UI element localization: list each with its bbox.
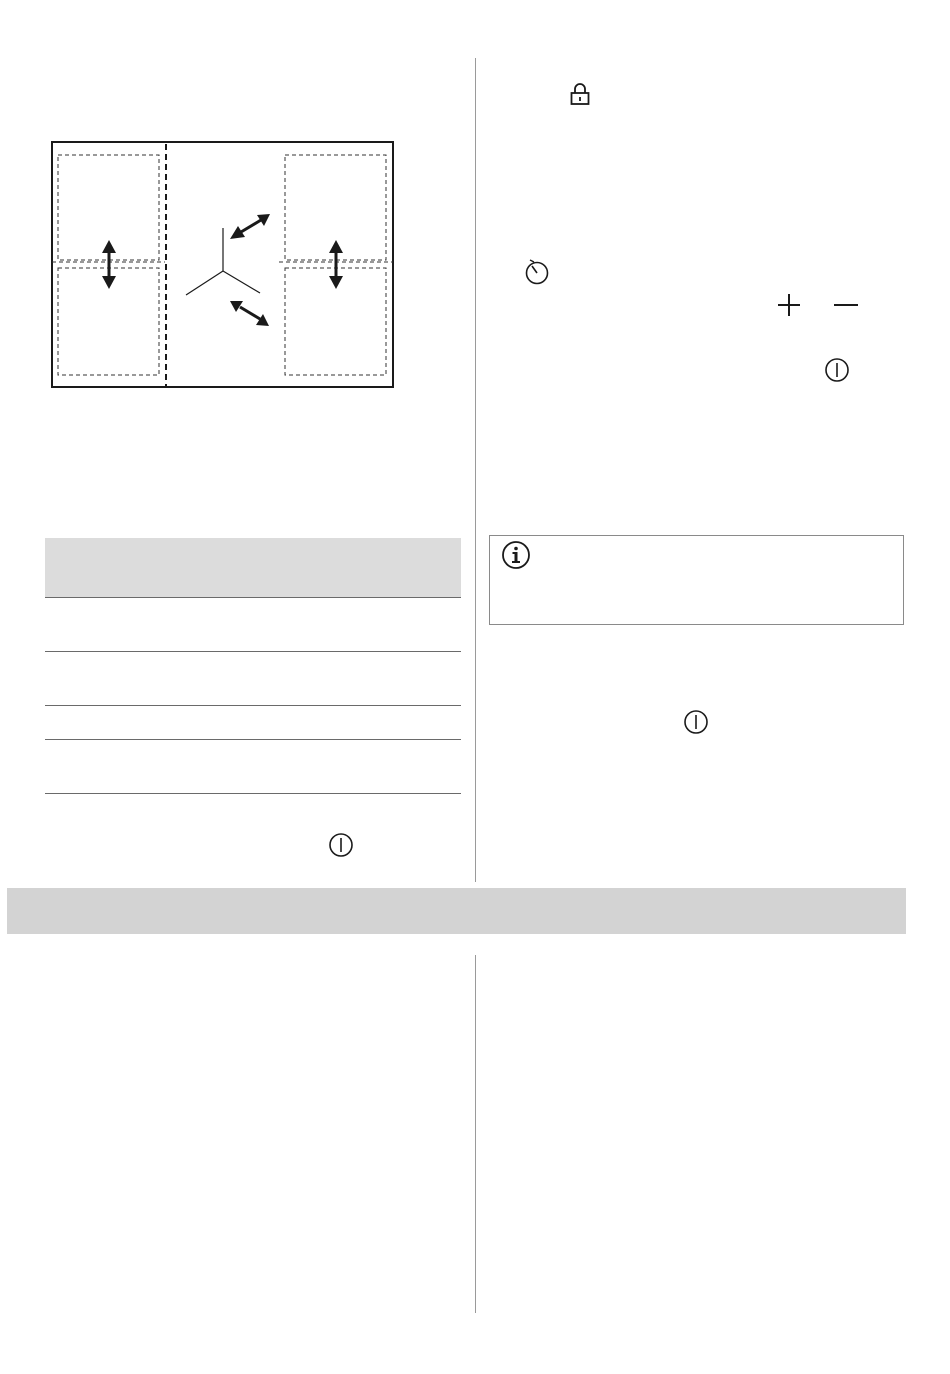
power-icon [328, 832, 354, 858]
section-heading-band [7, 888, 906, 934]
timer-icon [524, 258, 550, 286]
table-header [45, 538, 461, 597]
table-row-divider [45, 739, 461, 740]
lock-icon [569, 82, 591, 106]
info-icon [501, 540, 531, 570]
top-rule [0, 0, 950, 1]
column-divider-top [475, 58, 476, 882]
table-row-divider [45, 597, 461, 598]
column-divider-bottom [475, 955, 476, 1313]
minus-icon [832, 292, 860, 318]
power-icon [824, 357, 850, 383]
cooking-zones-diagram [50, 140, 396, 391]
table-row-divider [45, 651, 461, 652]
info-note-box [489, 535, 904, 625]
table-row-divider [45, 705, 461, 706]
plus-icon [776, 292, 802, 318]
power-icon [683, 709, 709, 735]
table-row-divider [45, 793, 461, 794]
